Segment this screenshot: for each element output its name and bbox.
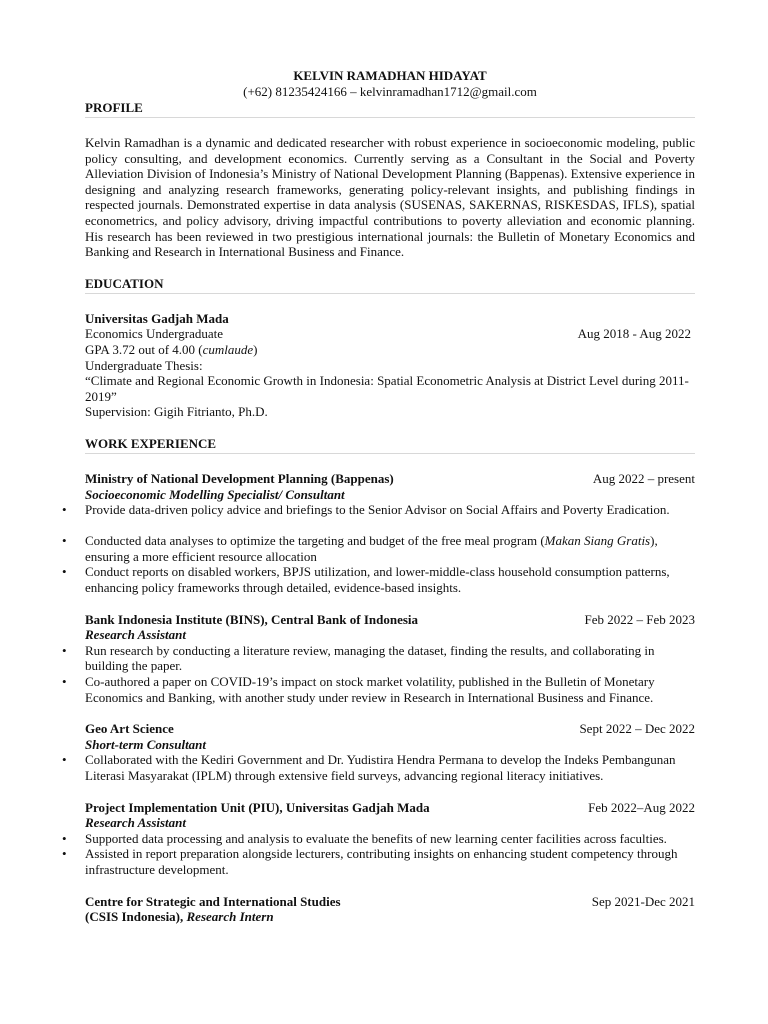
- resume-page: [85, 68, 695, 925]
- job-organization: Ministry of National Development Planning (Bappenas): [85, 470, 394, 486]
- job-dates: Feb 2022 – Feb 2023: [584, 611, 695, 627]
- job-bullets: [85, 831, 695, 878]
- job-organization: Project Implementation Unit (PIU), Universitas Gadjah Mada: [85, 799, 430, 815]
- work-heading: WORK EXPERIENCE: [85, 436, 695, 454]
- job-bullet: • Assisted in report preparation alongside lecturers, contributing insights on enhancing student competency through infrastructure development.: [85, 846, 695, 877]
- education-dates: Aug 2018 - Aug 2022: [577, 326, 691, 342]
- job-role: Research Assistant: [85, 815, 187, 831]
- job-bullet: • Conduct reports on disabled workers, BPJS utilization, and lower-middle-class household consumption patterns, enhancing policy frameworks through detailed, evidence-based insights.: [85, 564, 695, 595]
- job-role: Research Assistant: [85, 627, 187, 643]
- thesis-title: “Climate and Regional Economic Growth in Indonesia: Spatial Econometric Analysis at District Level during 2011-2019”: [85, 373, 689, 404]
- education-entry: [85, 311, 695, 420]
- job-org-line2: (CSIS Indonesia), Research Intern: [85, 909, 274, 925]
- job-bullet: • Supported data processing and analysis to evaluate the benefits of new learning center facilities across faculties.: [85, 831, 695, 847]
- education-gpa: GPA 3.72 out of 4.00 (cumlaude): [85, 341, 258, 357]
- education-school: Universitas Gadjah Mada: [85, 310, 229, 326]
- job-entry: [85, 471, 695, 596]
- job-bullet: • Conducted data analyses to optimize the targeting and budget of the free meal program (Makan Siang Gratis), ensuring a more efficient resource allocation: [85, 533, 695, 564]
- profile-heading: PROFILE: [85, 100, 695, 118]
- job-role: Short-term Consultant: [85, 736, 207, 752]
- job-bullet: • Run research by conducting a literature review, managing the dataset, finding the results, and collaborating in building the paper.: [85, 643, 695, 674]
- thesis-supervision: Supervision: Gigih Fitrianto, Ph.D.: [85, 404, 268, 420]
- job-dates: Sep 2021-Dec 2021: [591, 893, 695, 909]
- job-dates: Feb 2022–Aug 2022: [588, 799, 695, 815]
- profile-summary: Kelvin Ramadhan is a dynamic and dedicated researcher with robust experience in socioeconomic modeling, public policy consulting, and development economics. Currently serving as a Consultant in the Social and Poverty Alleviation Division of Indonesia’s Ministry of National Development Planning (Bappenas). Extensive experience in designing and analyzing research frameworks, generating policy-relevant insights, and publishing findings in respected journals. Demonstrated expertise in data analysis (SUSENAS, SAKERNAS, RISKESDAS, IFLS), spatial econometrics, and policy advisory, driving impactful contributions to poverty alleviation and economic planning. His research has been reviewed in two prestigious international journals: the Bulletin of Monetary Economics and Banking and Research in International Business and Finance.: [85, 135, 695, 260]
- job-bullets: [85, 533, 695, 595]
- thesis-label: Undergraduate Thesis:: [85, 357, 203, 373]
- job-organization: Geo Art Science: [85, 721, 174, 737]
- job-organization: Centre for Strategic and International Studies: [85, 893, 341, 909]
- job-entry: [85, 894, 695, 925]
- job-bullet: • Collaborated with the Kediri Government and Dr. Yudistira Hendra Permana to develop the Indeks Pembangunan Literasi Masyarakat (IPLM) through extensive field surveys, advancing regional literacy initiatives.: [85, 752, 695, 783]
- job-bullets: [85, 752, 695, 783]
- job-entry: [85, 800, 695, 878]
- job-bullet: • Co-authored a paper on COVID-19’s impact on stock market volatility, published in the Bulletin of Monetary Economics and Banking, with another study under review in Research in International Business and Finance.: [85, 674, 695, 705]
- gpa-honor: cumlaude: [202, 341, 254, 357]
- education-heading: EDUCATION: [85, 276, 695, 294]
- job-entry: [85, 612, 695, 706]
- candidate-name: KELVIN RAMADHAN HIDAYAT: [293, 68, 487, 83]
- job-bullets: [85, 502, 695, 518]
- job-role: Socioeconomic Modelling Specialist/ Consultant: [85, 486, 345, 502]
- job-organization: Bank Indonesia Institute (BINS), Central Bank of Indonesia: [85, 611, 419, 627]
- education-program: Economics Undergraduate: [85, 326, 224, 342]
- job-dates: Aug 2022 – present: [592, 470, 695, 486]
- job-dates: Sept 2022 – Dec 2022: [579, 721, 695, 737]
- contact-line: (+62) 81235424166 – kelvinramadhan1712@gmail.com: [243, 84, 537, 99]
- job-bullet: • Provide data-driven policy advice and briefings to the Senior Advisor on Social Affairs and Poverty Eradication.: [85, 502, 695, 518]
- job-role: Research Intern: [186, 909, 274, 925]
- job-bullets: [85, 643, 695, 705]
- job-entry: [85, 721, 695, 783]
